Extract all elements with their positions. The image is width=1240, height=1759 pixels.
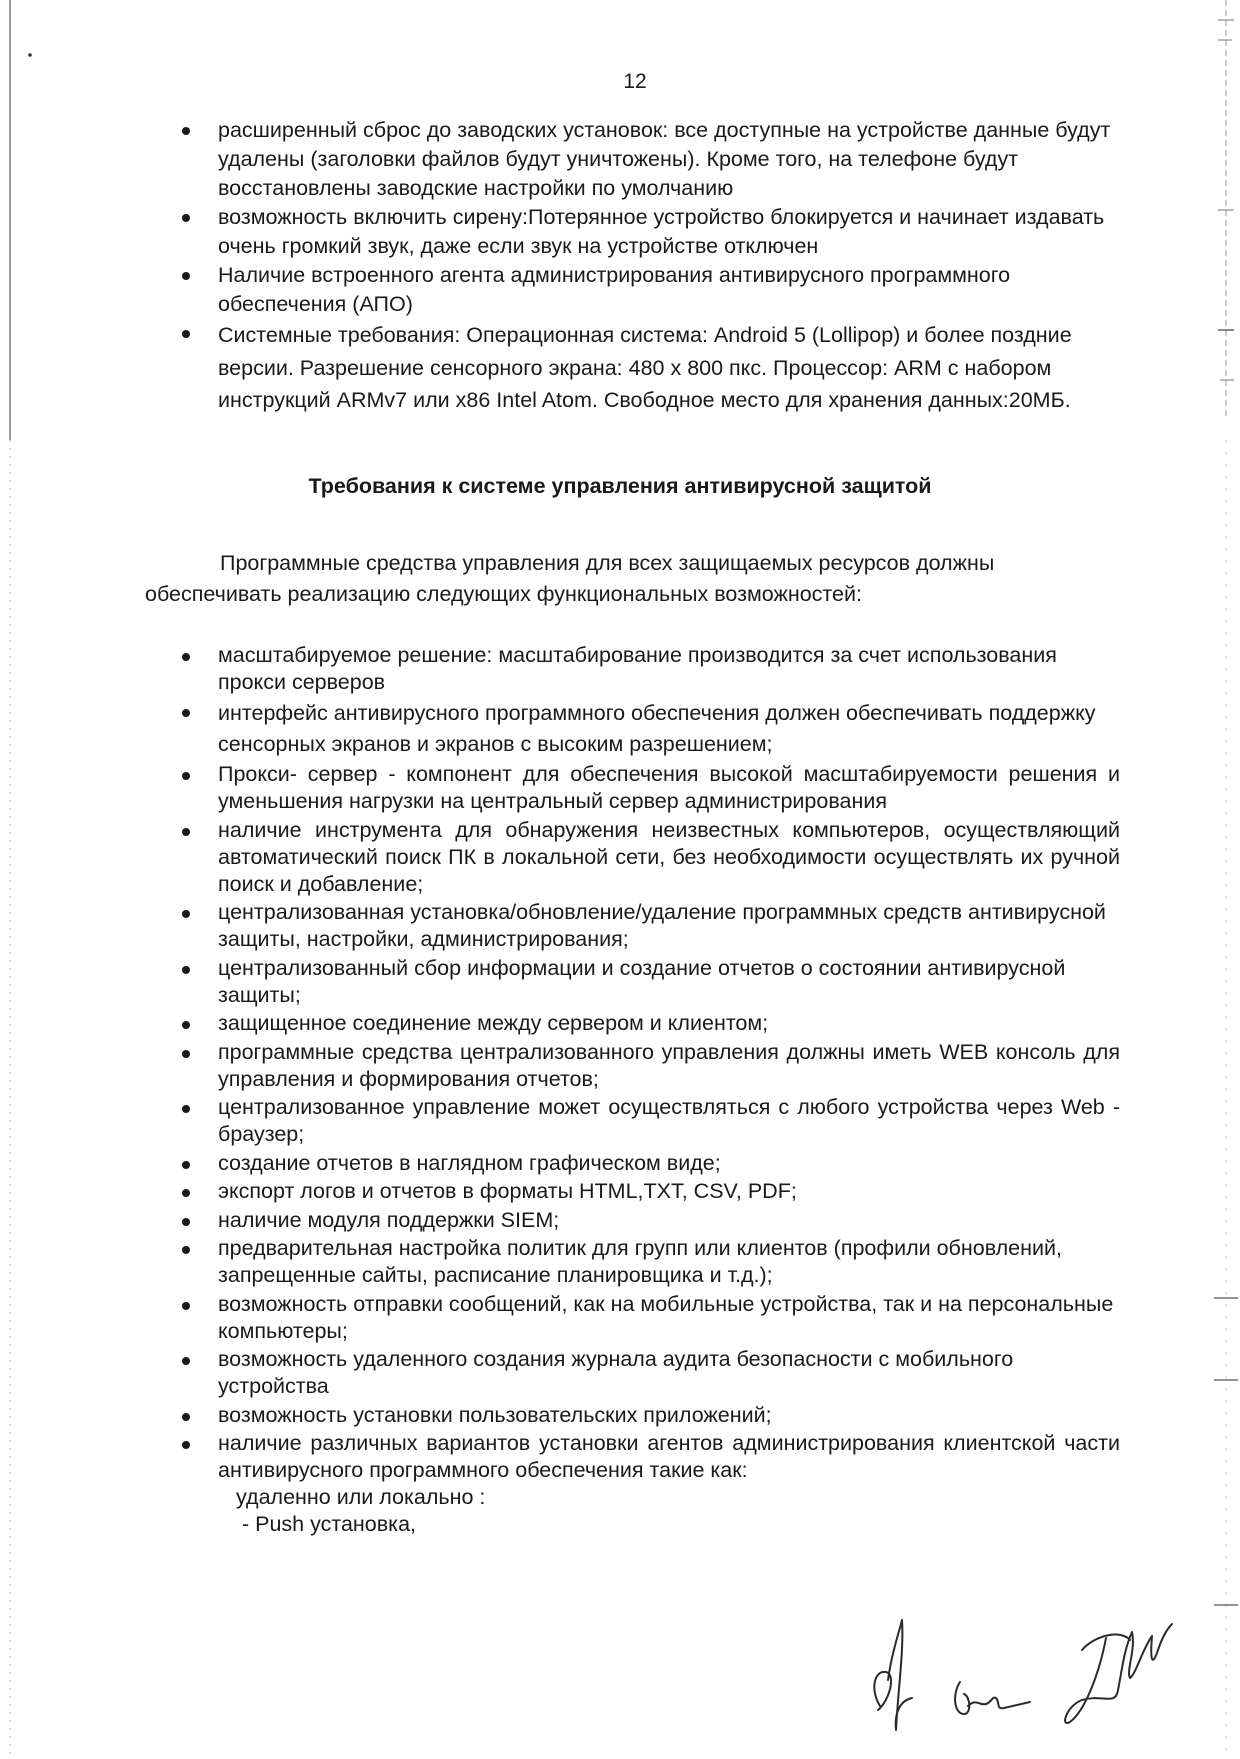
list-item [218,1235,1120,1289]
bullet-icon [182,214,190,222]
list-item [218,261,1118,319]
bullet-icon [182,272,190,280]
bullet-icon [182,709,190,717]
bullet-icon [182,1161,190,1169]
bullet-icon [182,1357,190,1365]
list-item-text: централизованный сбор информации и создание отчетов о состоянии антивирусной защиты; [218,955,1066,1007]
section-heading: Требования к системе управления антивирусной защитой [308,474,932,498]
device-features-list [218,116,1118,417]
bullet-icon [182,1105,190,1113]
list-item-text: интерфейс антивирусного программного обеспечения должен обеспечивать поддержку сенсорных экранов и экранов с высоким разрешением; [218,700,1096,756]
bullet-icon [182,966,190,974]
list-subline: удаленно или локально : [236,1485,486,1509]
list-item [218,955,1120,1009]
list-item-text: масштабируемое решение: масштабирование производится за счет использования прокси серверов [218,643,1057,694]
list-item-text: программные средства централизованного управления должны иметь WEB консоль для управления и формирования отчетов; [218,1039,1120,1091]
signature-mark [1065,1624,1172,1723]
list-subline: - Push установка, [242,1512,416,1536]
bullet-icon [182,910,190,918]
bullet-icon [182,1302,190,1310]
intro-paragraph: Программные средства управления для всех защищаемых ресурсов должны обеспечивать реализацию следующих функциональных возможностей: [145,551,995,606]
list-item [218,1291,1120,1345]
bullet-icon [182,1246,190,1254]
list-item-text: защищенное соединение между сервером и клиентом; [218,1011,769,1035]
bullet-icon [182,772,190,780]
bullet-icon [182,1189,190,1197]
list-item [218,319,1118,417]
list-item-text: возможность отправки сообщений, как на мобильные устройства, так и на персональные компьютеры; [218,1291,1114,1343]
list-item [218,1402,1120,1429]
list-item-text: наличие инструмента для обнаружения неизвестных компьютеров, осуществляющий автоматический поиск ПК в локальной сети, без необходимости осуществлять их ручной поиск и добавление; [218,817,1120,896]
list-item [218,1010,1120,1037]
list-item-text: возможность установки пользовательских приложений; [218,1402,772,1427]
bullet-icon [182,828,190,836]
list-item-text: возможность включить сирену:Потерянное устройство блокируется и начинает издавать очень громкий звук, даже если звук на устройстве отключен [218,205,1105,258]
list-item-text: предварительная настройка политик для групп или клиентов (профили обновлений, запрещенные сайты, расписание планировщика и т.д.); [218,1236,1063,1287]
list-item [218,1094,1120,1148]
list-item [218,1346,1120,1400]
management-requirements-list [218,642,1120,1540]
list-item [218,1039,1120,1093]
list-item-text: наличие различных вариантов установки агентов администрирования клиентской части антивирусного программного обеспечения такие как: [218,1431,1120,1482]
page-number: 12 [623,70,647,93]
signatures [860,1610,1220,1740]
list-item [218,698,1120,760]
list-item [218,116,1118,203]
list-item-text: Наличие встроенного агента администрирования антивирусного программного обеспечения (АПО) [218,263,1011,316]
bullet-icon [182,1441,190,1449]
list-item [218,817,1120,898]
bullet-icon [182,1413,190,1421]
list-item [218,1207,1120,1234]
right-margin-scan-marks [1208,0,1240,1754]
list-item-text: возможность удаленного создания журнала аудита безопасности с мобильного устройства [218,1347,1014,1398]
bullet-icon [182,653,190,661]
list-item [218,899,1120,953]
bullet-icon [182,1218,190,1226]
signature-mark [874,1620,912,1730]
list-item-text: экспорт логов и отчетов в форматы HTML,TXT, CSV, PDF; [218,1179,797,1203]
list-item-text: Прокси- сервер - компонент для обеспечения высокой масштабируемости решения и уменьшения нагрузки на центральный сервер администрирования [218,762,1120,813]
left-margin-scan-marks [0,0,40,1754]
bullet-icon [182,330,190,338]
bullet-icon [182,1021,190,1029]
list-item-text: Системные требования: Операционная система: Android 5 (Lollipop) и более поздние версии. Разрешение сенсорного экрана: 480 х 800 пкс. Процессор: ARM с набором инструкций ARMv7 или x86 Intel Atom. Свободное место для хранения данных:20МБ. [218,323,1072,412]
list-item [218,761,1120,815]
list-item [218,1430,1120,1538]
bullet-icon [182,1050,190,1058]
signature-mark [955,1682,1030,1714]
list-item-text: централизованная установка/обновление/удаление программных средств антивирусной защиты, настройки, администрирования; [218,900,1106,951]
list-item [218,1178,1120,1205]
list-item [218,1150,1120,1177]
bullet-icon [182,127,190,135]
list-item-text: создание отчетов в наглядном графическом виде; [218,1150,721,1175]
list-item-text: централизованное управление может осуществляться с любого устройства через Web - браузер; [218,1095,1120,1146]
list-item-text: наличие модуля поддержки SIEM; [218,1207,560,1232]
list-item-text: расширенный сброс до заводских установок: все доступные на устройстве данные будут удалены (заголовки файлов будут уничтожены). Кроме того, на телефоне будут восстановлены заводские настройки по умолчанию [218,118,1111,200]
list-item [218,203,1118,261]
list-item [218,642,1120,696]
